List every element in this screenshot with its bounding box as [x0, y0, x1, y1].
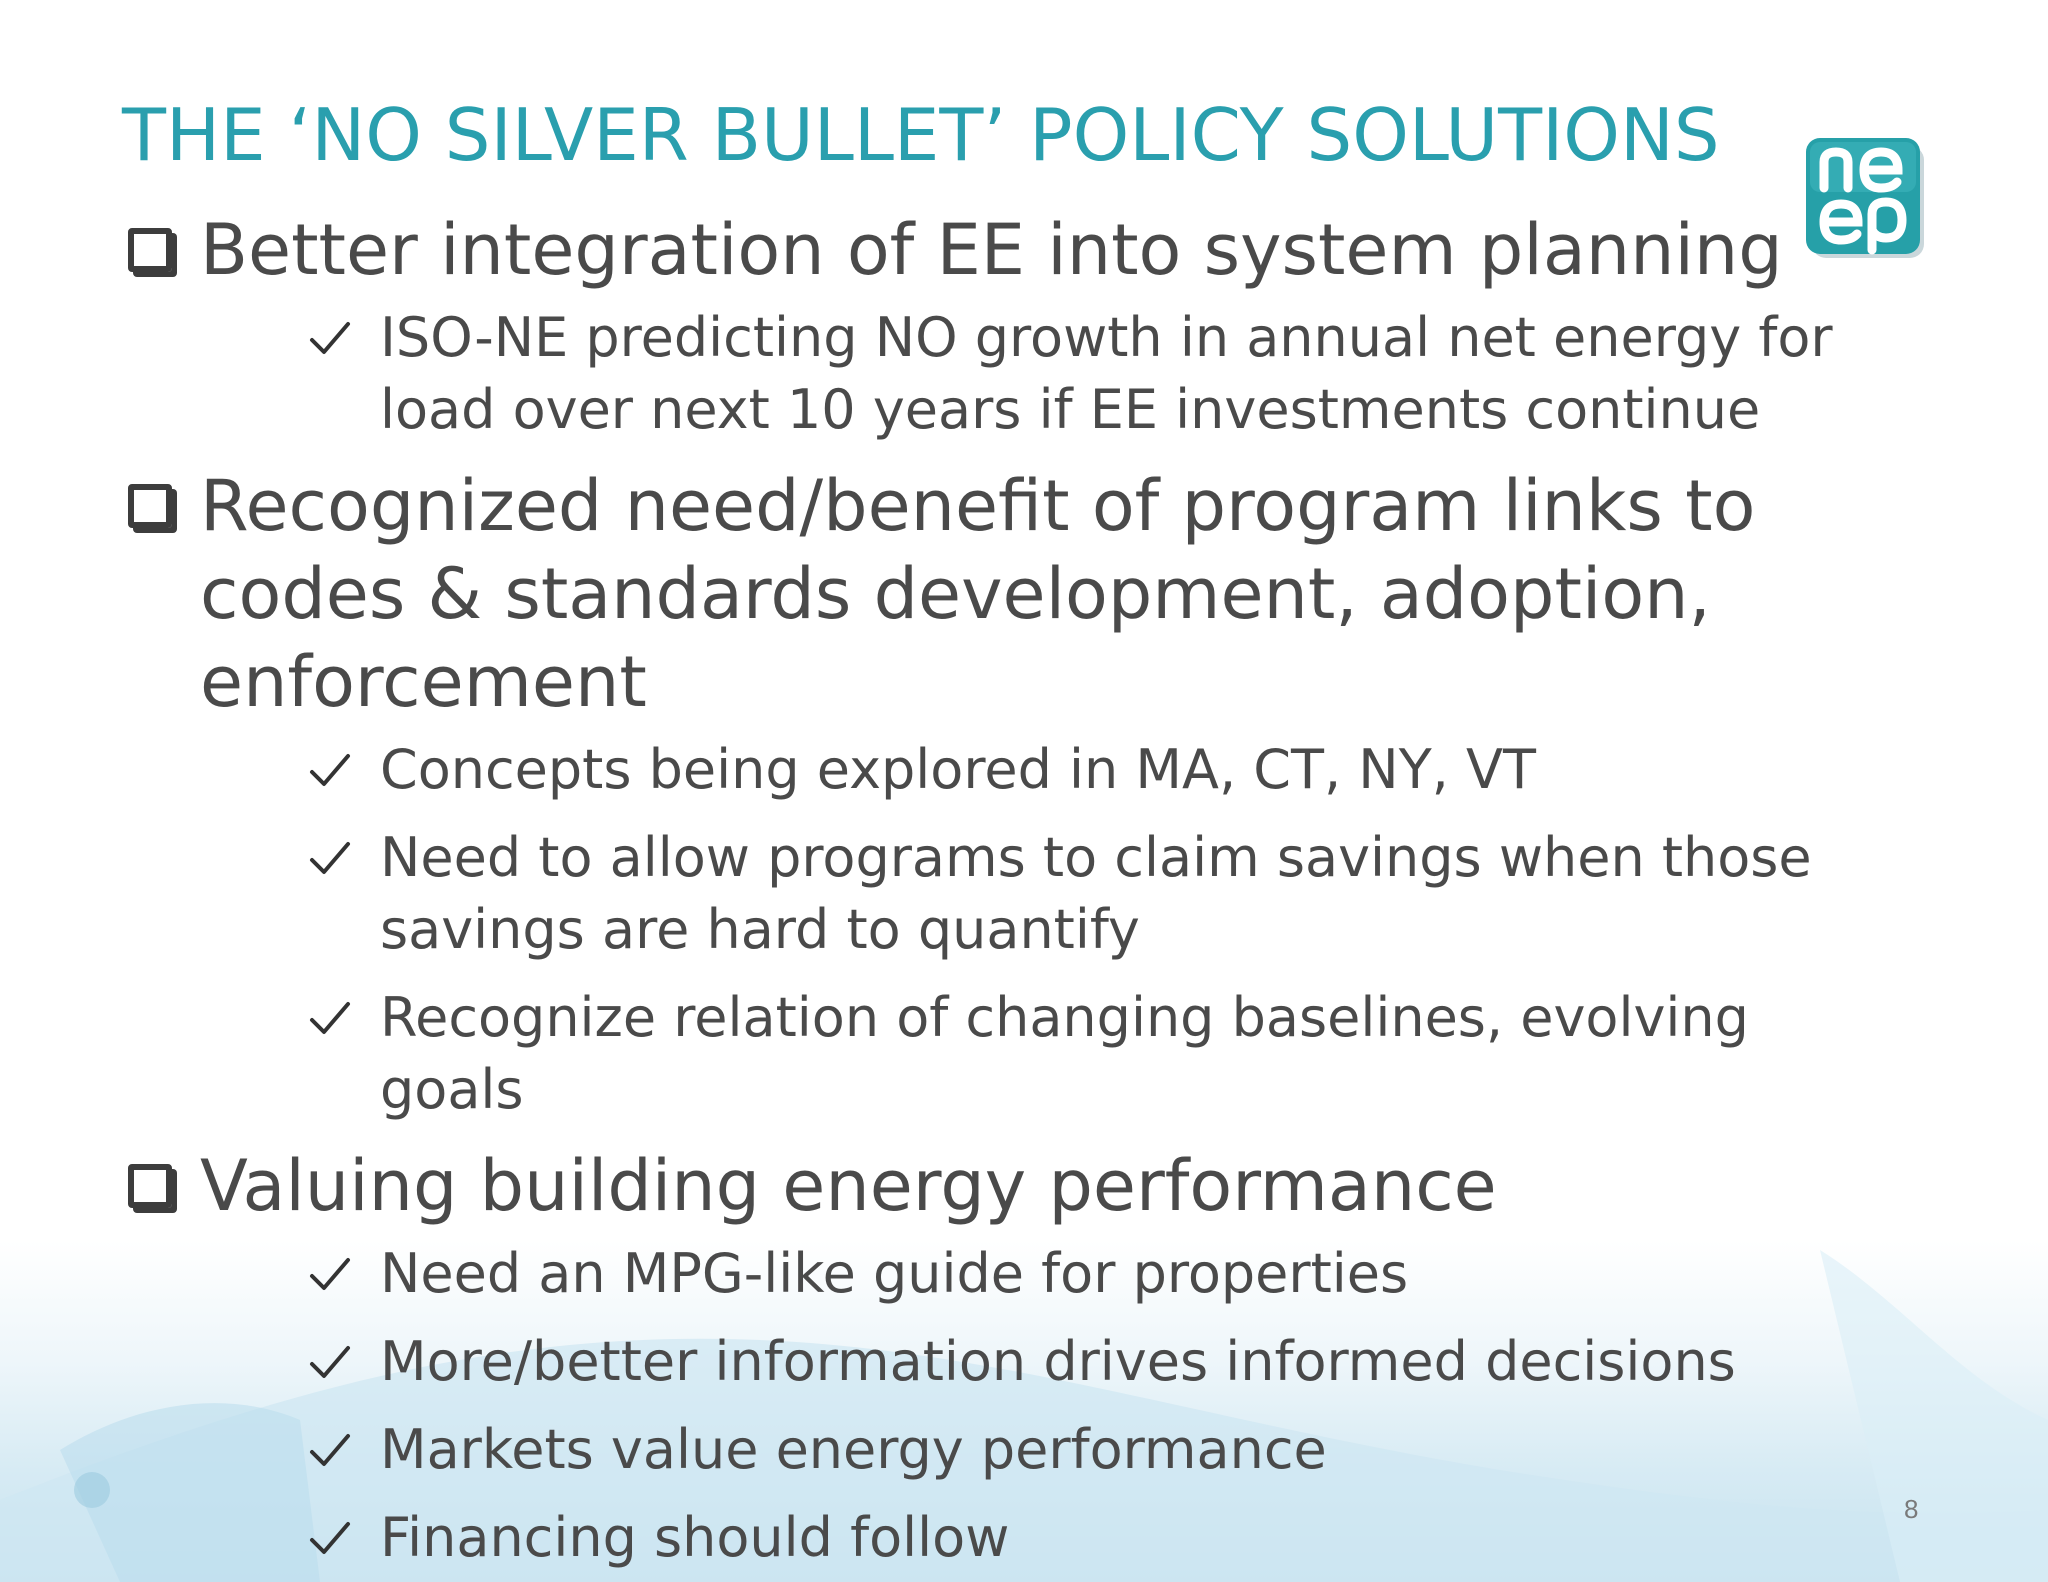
sub-item — [308, 1326, 1882, 1398]
checkmark-icon — [308, 1340, 352, 1384]
page-number: 8 — [1904, 1494, 1919, 1524]
checkmark-icon — [308, 1428, 352, 1472]
sub-item — [308, 734, 1882, 806]
sub-item-text: Concepts being explored in MA, CT, NY, VT — [380, 738, 1536, 801]
sub-item-text: More/better information drives informed decisions — [380, 1330, 1736, 1393]
bullet-list — [122, 206, 1882, 1582]
slide-title: THE ‘NO SILVER BULLET’ POLICY SOLUTIONS — [122, 93, 1720, 177]
sub-item-text: ISO-NE predicting NO growth in annual net energy for load over next 10 years if EE investments continue — [380, 306, 1833, 441]
sub-item-text: Need to allow programs to claim savings when those savings are hard to quantify — [380, 826, 1812, 961]
bullet-system-planning — [122, 206, 1882, 446]
sub-item — [308, 1238, 1882, 1310]
checkmark-icon — [308, 1252, 352, 1296]
sub-item-text: Financing should follow — [380, 1506, 1010, 1569]
sub-list — [308, 734, 1882, 1126]
checkmark-icon — [308, 996, 352, 1040]
sub-list — [308, 1238, 1882, 1574]
checkbox-bullet-icon — [128, 228, 172, 272]
checkmark-icon — [308, 316, 352, 360]
bullet-text: Valuing building energy performance — [200, 1145, 1497, 1227]
bullet-codes-standards — [122, 462, 1882, 1126]
bullet-text: Better integration of EE into system planning — [200, 209, 1783, 291]
checkmark-icon — [308, 836, 352, 880]
sub-item-text: Recognize relation of changing baselines, evolving goals — [380, 986, 1749, 1121]
bullet-text: Recognized need/benefit of program links to codes & standards development, adoption, enforcement — [200, 465, 1756, 723]
sub-item — [308, 302, 1882, 446]
sub-item — [308, 822, 1882, 966]
sub-list — [308, 302, 1882, 446]
bullet-building-performance — [122, 1142, 1882, 1574]
sub-item-text: Need an MPG-like guide for properties — [380, 1242, 1409, 1305]
checkbox-bullet-icon — [128, 484, 172, 528]
checkbox-bullet-icon — [128, 1164, 172, 1208]
checkmark-icon — [308, 1516, 352, 1560]
checkmark-icon — [308, 748, 352, 792]
sub-item-text: Markets value energy performance — [380, 1418, 1327, 1481]
sub-item — [308, 1414, 1882, 1486]
sub-item — [308, 1502, 1882, 1574]
sub-item — [308, 982, 1882, 1126]
